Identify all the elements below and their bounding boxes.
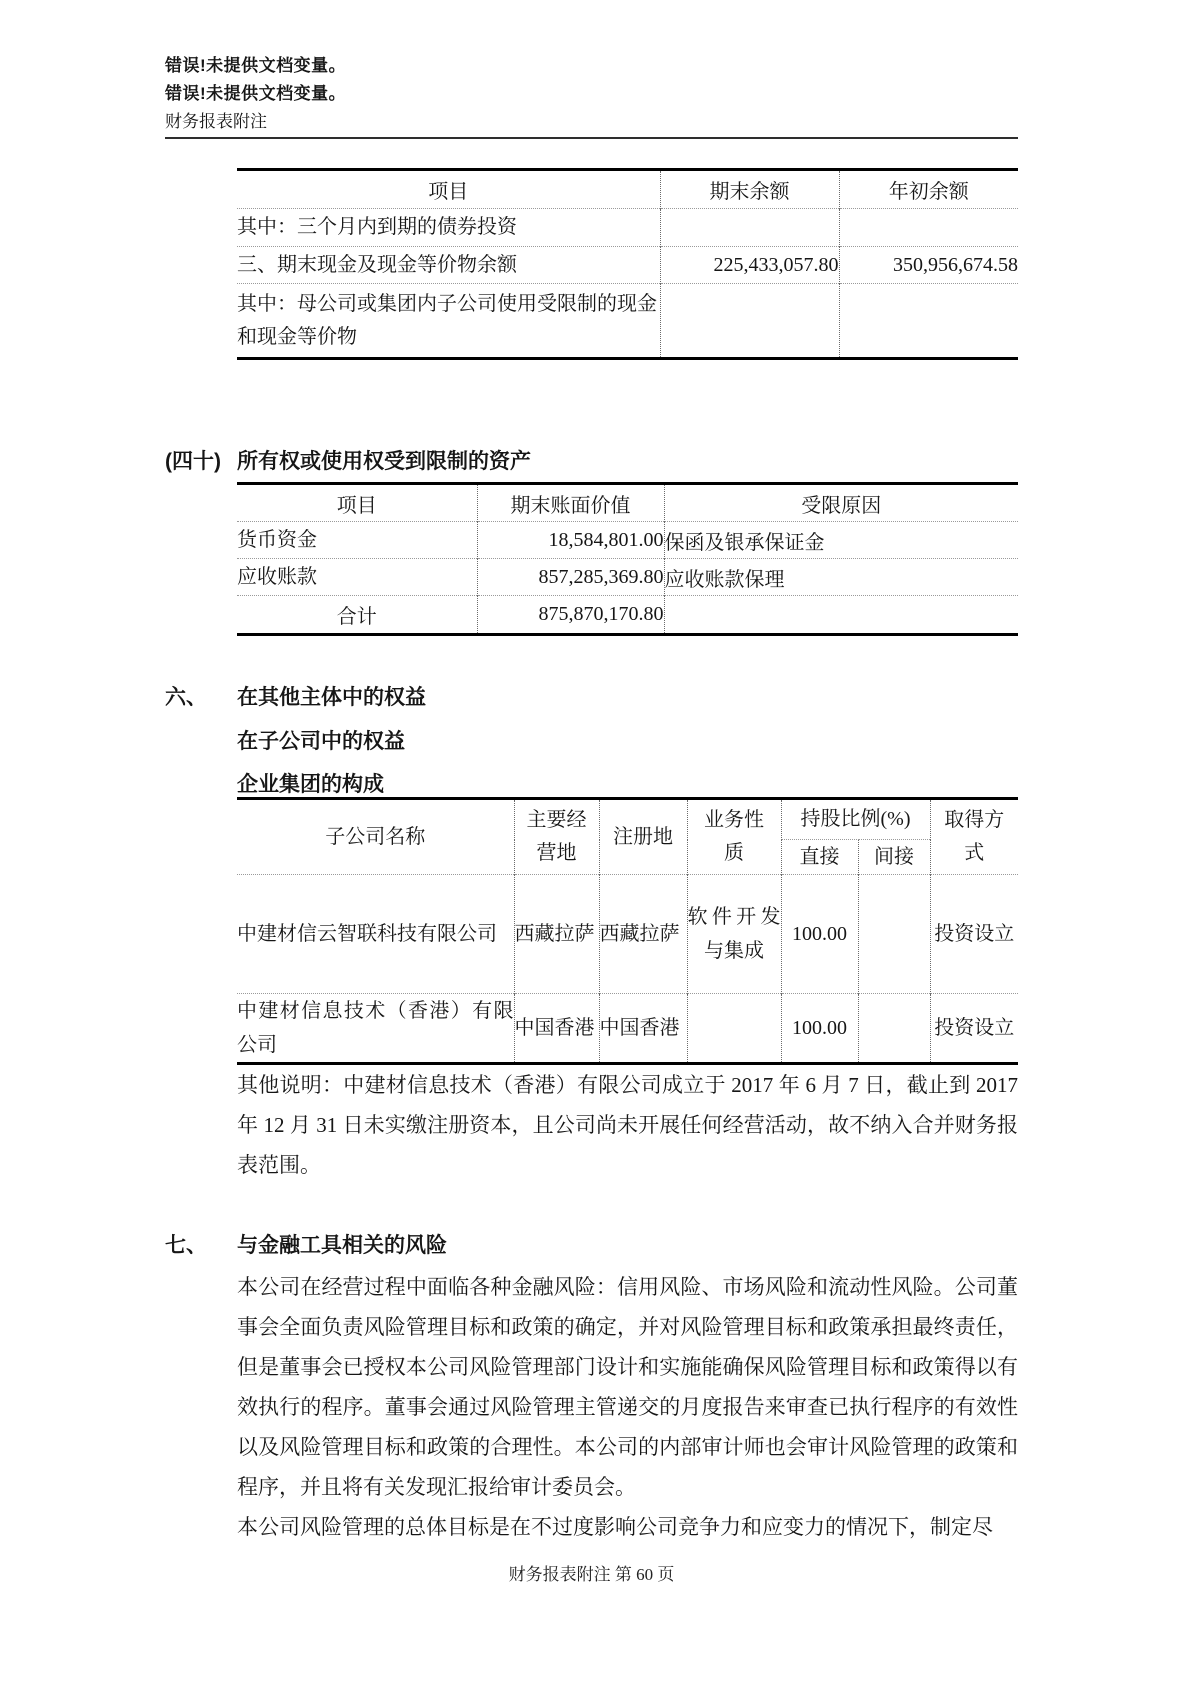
cell-beginning: 350,956,674.58	[839, 247, 1018, 284]
cell-ending: 225,433,057.80	[660, 247, 839, 284]
header-doc-type: 财务报表附注	[165, 112, 267, 131]
section-title: 在其他主体中的权益	[237, 686, 426, 709]
table-row	[237, 209, 1018, 247]
header-cell-shareholding: 持股比例(%)	[781, 799, 930, 840]
subsidiaries-note: 其他说明：中建材信息技术（香港）有限公司成立于 2017 年 6 月 7 日，截止到 2017 年 12 月 31 日未实缴注册资本，且公司尚未开展任何经营活动，故不纳入合并财务报表范围。	[237, 1073, 1018, 1177]
cell-business	[687, 994, 781, 1064]
cell-main-place: 中国香港	[514, 994, 599, 1064]
section-title: 所有权或使用权受到限制的资产	[237, 450, 531, 473]
cell-value: 857,285,369.80	[477, 559, 664, 596]
header-cell-ending: 期末余额	[660, 170, 839, 209]
cell-reason	[664, 596, 1018, 635]
cell-beginning	[839, 284, 1018, 359]
table-row	[237, 522, 1018, 559]
cell-total-value: 875,870,170.80	[477, 596, 664, 635]
section-number: 六、	[165, 686, 207, 709]
cell-total-label: 合计	[237, 596, 477, 635]
cell-subsidiary-name: 中建材信息技术（香港）有限公司	[237, 994, 514, 1064]
subsidiary-row	[237, 994, 1018, 1064]
doc-header	[165, 52, 346, 136]
header-cell-reason: 受限原因	[664, 484, 1018, 522]
header-cell-value: 期末账面价值	[477, 484, 664, 522]
header-rule	[165, 137, 1018, 139]
header-cell-business: 业务性质	[687, 799, 781, 875]
cell-item: 应收账款	[237, 559, 477, 596]
risk-paragraph-2: 本公司风险管理的总体目标是在不过度影响公司竞争力和应变力的情况下，制定尽	[237, 1515, 993, 1539]
cell-value: 18,584,801.00	[477, 522, 664, 559]
cell-acquisition: 投资设立	[930, 994, 1018, 1064]
cell-indirect	[858, 994, 930, 1064]
cell-business: 软件开发与集成	[687, 875, 781, 994]
table-header-row	[237, 484, 1018, 522]
header-cell-item: 项目	[237, 170, 660, 209]
header-cell-item: 项目	[237, 484, 477, 522]
cell-acquisition: 投资设立	[930, 875, 1018, 994]
cell-indirect	[858, 875, 930, 994]
cell-item: 其中：三个月内到期的债券投资	[237, 209, 660, 247]
cell-direct: 100.00	[781, 994, 858, 1064]
header-error-line-1: 错误!未提供文档变量。	[165, 56, 347, 75]
section-number: 七、	[165, 1234, 207, 1257]
equity-subtitle-1: 在子公司中的权益	[237, 730, 405, 753]
cell-beginning	[839, 209, 1018, 247]
subsidiaries-table	[237, 797, 1018, 1065]
cell-ending	[660, 284, 839, 359]
page-footer: 财务报表附注 第 60 页	[508, 1565, 675, 1584]
cash-equivalents-table	[237, 168, 1018, 360]
risk-paragraph-1: 本公司在经营过程中面临各种金融风险：信用风险、市场风险和流动性风险。公司董事会全面负责风险管理目标和政策的确定，并对风险管理目标和政策承担最终责任，但是董事会已授权本公司风险管理部门设计和实施能确保风险管理目标和政策得以有效执行的程序。董事会通过风险管理主管递交的月度报告来审查已执行程序的有效性以及风险管理目标和政策的合理性。本公司的内部审计师也会审计风险管理的政策和程序，并且将有关发现汇报给审计委员会。	[237, 1275, 1018, 1499]
table-row	[237, 284, 1018, 359]
cell-reason: 保函及银承保证金	[664, 522, 1018, 559]
cell-subsidiary-name: 中建材信云智联科技有限公司	[237, 875, 514, 994]
cell-item: 货币资金	[237, 522, 477, 559]
equity-section-heading	[165, 685, 426, 711]
table-row-total	[237, 596, 1018, 635]
header-cell-main-place: 主要经营地	[514, 799, 599, 875]
header-cell-acquisition: 取得方式	[930, 799, 1018, 875]
table-row	[237, 247, 1018, 284]
header-cell-beginning: 年初余额	[839, 170, 1018, 209]
table-header-row	[237, 170, 1018, 209]
cell-registered: 中国香港	[599, 994, 687, 1064]
cell-ending	[660, 209, 839, 247]
header-cell-subsidiary: 子公司名称	[237, 799, 514, 875]
table-header-row-1	[237, 799, 1018, 840]
section-number: (四十)	[165, 450, 221, 473]
restricted-assets-heading	[165, 449, 531, 475]
cell-reason: 应收账款保理	[664, 559, 1018, 596]
section-title: 与金融工具相关的风险	[237, 1234, 447, 1257]
cell-item: 其中：母公司或集团内子公司使用受限制的现金和现金等价物	[237, 284, 660, 359]
header-cell-indirect: 间接	[858, 840, 930, 875]
subsidiary-row	[237, 875, 1018, 994]
cell-registered: 西藏拉萨	[599, 875, 687, 994]
cell-direct: 100.00	[781, 875, 858, 994]
restricted-assets-table	[237, 482, 1018, 636]
header-cell-direct: 直接	[781, 840, 858, 875]
header-error-line-2: 错误!未提供文档变量。	[165, 84, 347, 103]
cell-main-place: 西藏拉萨	[514, 875, 599, 994]
equity-subtitle-2: 企业集团的构成	[237, 773, 384, 796]
cell-item: 三、期末现金及现金等价物余额	[237, 247, 660, 284]
table-row	[237, 559, 1018, 596]
header-cell-registered: 注册地	[599, 799, 687, 875]
risk-section-heading	[165, 1233, 447, 1259]
